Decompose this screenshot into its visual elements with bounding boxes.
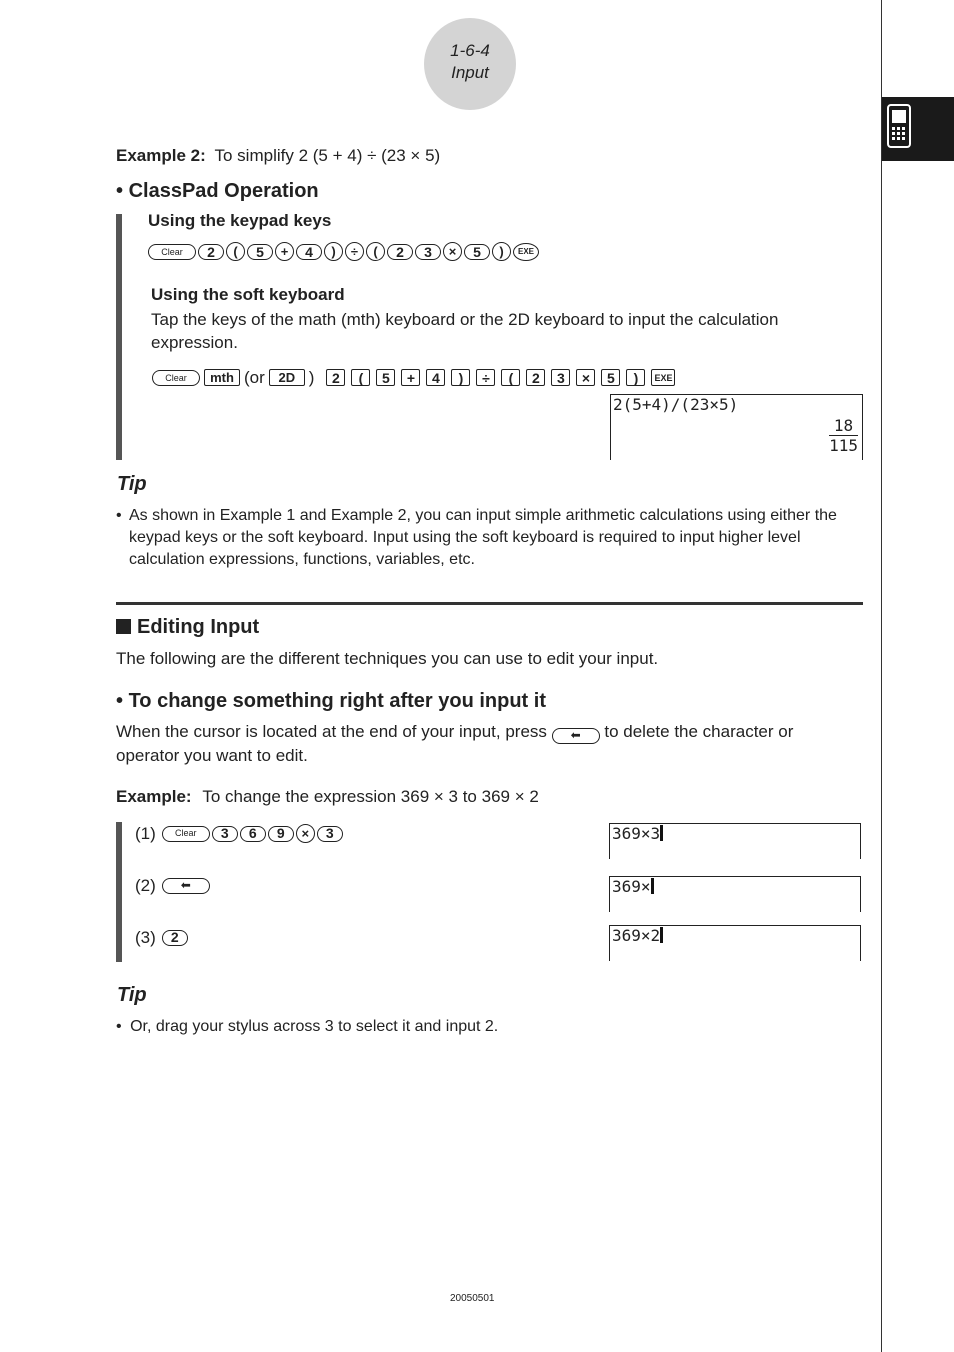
multiply-key: × — [443, 242, 462, 261]
step-screen — [609, 823, 861, 859]
soft-close-paren-key: ) — [451, 369, 470, 386]
tip1-item — [116, 505, 861, 571]
operation-bar — [116, 214, 122, 460]
square-bullet-icon — [116, 619, 131, 634]
step-number: (1) — [135, 824, 156, 843]
tip1-title: Tip — [117, 473, 147, 495]
bullet-icon: • — [116, 1018, 122, 1035]
bullet-icon: • — [116, 180, 124, 202]
step-2 — [135, 874, 210, 897]
soft-key-sequence — [152, 366, 675, 389]
digit-3-key: 3 — [317, 826, 343, 842]
or-text: (or — [244, 368, 265, 387]
editing-intro: The following are the different techniques you can use to edit your input. — [116, 649, 659, 668]
example-label: Example: — [116, 787, 192, 806]
bullet-icon: • — [116, 507, 122, 524]
digit-2-key: 2 — [387, 244, 413, 260]
page-number-badge — [424, 18, 516, 110]
tip2-title: Tip — [117, 984, 147, 1006]
section-divider — [116, 602, 863, 605]
text-cursor — [660, 927, 663, 943]
digit-5-key: 5 — [247, 244, 273, 260]
clear-key: Clear — [152, 370, 200, 386]
soft-keys — [326, 369, 675, 386]
editing-heading — [116, 616, 259, 639]
digit-6-key: 6 — [240, 826, 266, 842]
keypad-heading: Using the keypad keys — [148, 211, 332, 230]
text-cursor — [660, 825, 663, 841]
soft-text: Tap the keys of the math (mth) keyboard or the 2D keyboard to input the calculation expression. — [151, 310, 779, 352]
soft-open-paren-key: ( — [351, 369, 370, 386]
tip2-text: Or, drag your stylus across 3 to select it and input 2. — [130, 1018, 499, 1035]
step-3 — [135, 926, 188, 949]
soft-digit-3-key: 3 — [551, 369, 570, 386]
plus-key: + — [275, 242, 294, 261]
step-screen — [609, 925, 861, 961]
change-desc — [116, 720, 856, 767]
soft-digit-2-key: 2 — [526, 369, 545, 386]
clear-key: Clear — [148, 244, 196, 260]
clear-key: Clear — [162, 826, 210, 842]
change-heading-text: To change something right after you input it — [128, 690, 546, 712]
2d-key: 2D — [269, 369, 305, 386]
soft-digit-2-key: 2 — [326, 369, 345, 386]
page-number: 1-6-4 — [450, 41, 490, 60]
exe-key: EXE — [513, 243, 539, 261]
digit-9-key: 9 — [268, 826, 294, 842]
change-desc-part1: When the cursor is located at the end of your input, press — [116, 722, 547, 741]
change-heading — [116, 690, 546, 713]
fraction-numerator: 18 — [829, 417, 858, 436]
soft-plus-key: + — [401, 369, 420, 386]
example2-label: Example 2: — [116, 146, 206, 165]
step-screen-text: 369× — [612, 877, 651, 896]
change-desc-part2: to delete the character or operator you want to edit. — [116, 722, 794, 765]
screen-expression: 2(5+4)/(23×5) — [613, 395, 739, 414]
example-line — [116, 785, 539, 808]
soft-open-paren-key: ( — [501, 369, 520, 386]
editing-heading-text: Editing Input — [137, 616, 260, 638]
backspace-key-icon: ⬅ — [552, 728, 600, 744]
soft-digit-4-key: 4 — [426, 369, 445, 386]
section-name: Input — [451, 63, 489, 82]
divide-key: ÷ — [345, 242, 364, 261]
step-screen — [609, 876, 861, 912]
open-paren-key: ( — [366, 242, 385, 261]
steps-bar — [116, 822, 122, 962]
soft-multiply-key: × — [576, 369, 595, 386]
open-paren-key: ( — [226, 242, 245, 261]
screen-fraction — [829, 417, 858, 455]
chapter-tab — [882, 97, 954, 161]
classpad-heading-text: ClassPad Operation — [128, 180, 319, 202]
soft-close-paren-key: ) — [626, 369, 645, 386]
digit-4-key: 4 — [296, 244, 322, 260]
digit-2-key: 2 — [162, 930, 188, 946]
classpad-icon — [882, 97, 954, 161]
soft-digit-5-key: 5 — [376, 369, 395, 386]
right-margin-rule — [881, 0, 882, 1352]
step-screen-text: 369×2 — [612, 926, 661, 945]
tip2-item — [116, 1016, 498, 1038]
result-screen — [610, 394, 863, 460]
keypad-key-sequence — [148, 242, 539, 261]
bullet-icon: • — [116, 690, 124, 712]
digit-2-key: 2 — [198, 244, 224, 260]
step-screen-text: 369×3 — [612, 824, 661, 843]
digit-3-key: 3 — [415, 244, 441, 260]
close-paren-text: ) — [308, 368, 315, 387]
digit-3-key: 3 — [212, 826, 238, 842]
tip1-text: As shown in Example 1 and Example 2, you can input simple arithmetic calculations using either the keypad keys or the soft keyboard. Input using the soft keyboard is required to input higher level calculation expressions, functions, variables, etc. — [129, 507, 837, 568]
example2-text: To simplify 2 (5 + 4) ÷ (23 × 5) — [214, 146, 441, 165]
soft-divide-key: ÷ — [476, 369, 495, 386]
example2-line — [116, 144, 440, 167]
multiply-key: × — [296, 824, 315, 843]
soft-heading: Using the soft keyboard — [151, 285, 345, 304]
fraction-denominator: 115 — [829, 436, 858, 455]
footer-code: 20050501 — [450, 1293, 495, 1304]
digit-5-key: 5 — [464, 244, 490, 260]
mth-key: mth — [204, 369, 240, 386]
step-number: (2) — [135, 876, 156, 895]
backspace-key: ⬅ — [162, 878, 210, 894]
classpad-heading — [116, 180, 319, 203]
soft-exe-key: EXE — [651, 369, 675, 386]
step-1 — [135, 822, 343, 845]
example-text: To change the expression 369 × 3 to 369 × 2 — [202, 787, 539, 806]
text-cursor — [651, 878, 654, 894]
soft-digit-5-key: 5 — [601, 369, 620, 386]
close-paren-key: ) — [324, 242, 343, 261]
step-number: (3) — [135, 928, 156, 947]
close-paren-key: ) — [492, 242, 511, 261]
